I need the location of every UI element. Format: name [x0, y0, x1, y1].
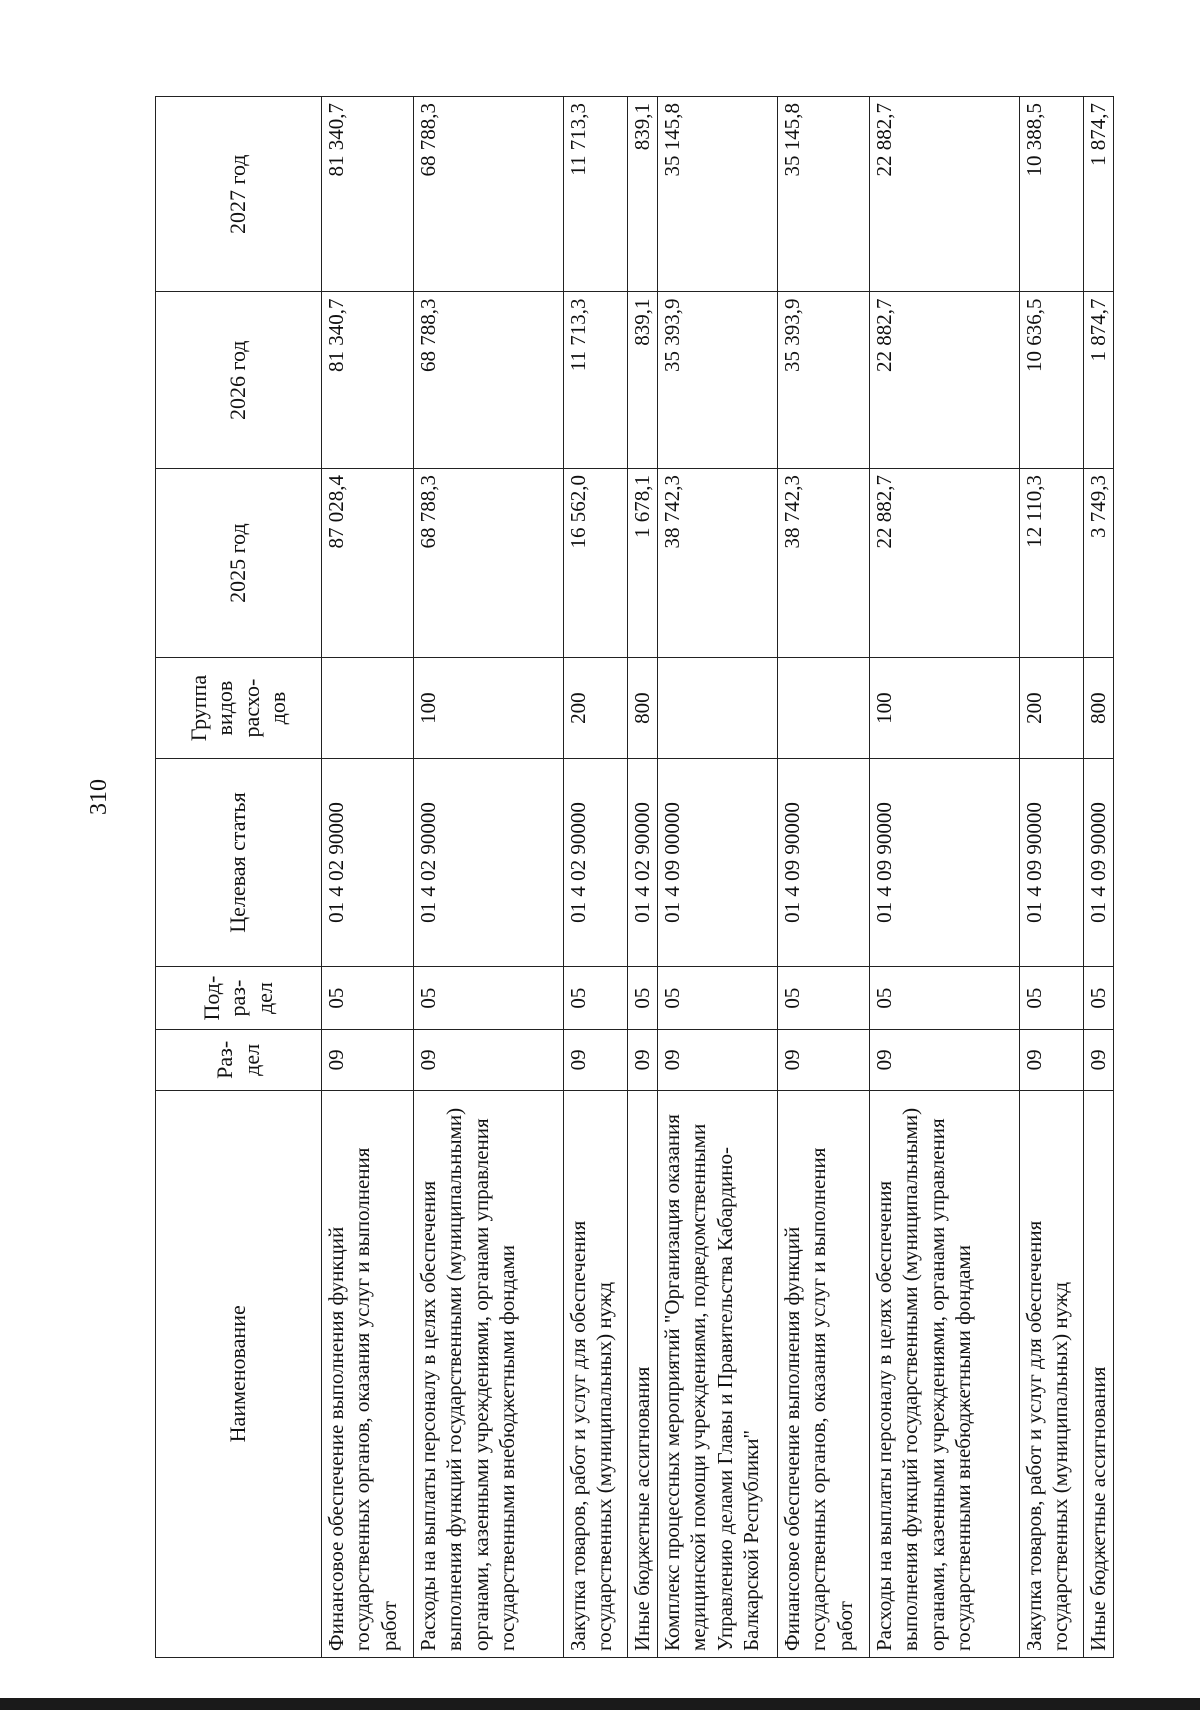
- row-target: 01 4 09 90000: [1020, 759, 1084, 967]
- row-2027: 35 145,8: [658, 97, 778, 293]
- header-name: Наименование: [156, 1090, 322, 1657]
- row-2025: 3 749,3: [1084, 469, 1114, 658]
- row-2027: 1 874,7: [1084, 97, 1114, 293]
- row-2026: 22 882,7: [870, 292, 1020, 469]
- row-2027: 35 145,8: [778, 97, 870, 293]
- row-podrazdel: 05: [564, 967, 628, 1030]
- row-name: Расходы на выплаты персоналу в целях обеспечения выполнения функций государственными (муниципальными) органами, казенными учреждениями, органами управления государственными внебюджетными фондами: [870, 1090, 1020, 1657]
- row-2027: 839,1: [628, 97, 658, 293]
- scan-edge-bar: [0, 1698, 1200, 1710]
- row-razdel: 09: [870, 1030, 1020, 1091]
- table-row: [322, 97, 414, 1658]
- row-2026: 35 393,9: [778, 292, 870, 469]
- row-razdel: 09: [1084, 1030, 1114, 1091]
- row-razdel: 09: [778, 1030, 870, 1091]
- row-2026: 81 340,7: [322, 292, 414, 469]
- budget-table: [155, 96, 1114, 1658]
- table-header-row: [156, 97, 322, 1658]
- header-2025: 2025 год: [156, 469, 322, 658]
- row-2025: 22 882,7: [870, 469, 1020, 658]
- row-target: 01 4 09 90000: [870, 759, 1020, 967]
- row-group: 200: [1020, 658, 1084, 759]
- row-group: [658, 658, 778, 759]
- row-2026: 839,1: [628, 292, 658, 469]
- row-2026: 35 393,9: [658, 292, 778, 469]
- row-group: 200: [564, 658, 628, 759]
- row-name: Закупка товаров, работ и услуг для обеспечения государственных (муниципальных) нужд: [564, 1090, 628, 1657]
- row-2026: 1 874,7: [1084, 292, 1114, 469]
- row-razdel: 09: [628, 1030, 658, 1091]
- table-row: [658, 97, 778, 1658]
- row-razdel: 09: [322, 1030, 414, 1091]
- row-target: 01 4 09 00000: [658, 759, 778, 967]
- row-podrazdel: 05: [1084, 967, 1114, 1030]
- row-name: Закупка товаров, работ и услуг для обеспечения государственных (муниципальных) нужд: [1020, 1090, 1084, 1657]
- header-podrazdel: Под-раз-дел: [156, 967, 322, 1030]
- row-podrazdel: 05: [1020, 967, 1084, 1030]
- row-podrazdel: 05: [322, 967, 414, 1030]
- row-2026: 11 713,3: [564, 292, 628, 469]
- row-2025: 87 028,4: [322, 469, 414, 658]
- row-target: 01 4 02 90000: [564, 759, 628, 967]
- row-name: Расходы на выплаты персоналу в целях обеспечения выполнения функций государственными (муниципальными) органами, казенными учреждениями, органами управления государственными внебюджетными фондами: [414, 1090, 564, 1657]
- row-2027: 68 788,3: [414, 97, 564, 293]
- row-podrazdel: 05: [414, 967, 564, 1030]
- page-number: 310: [86, 779, 112, 815]
- row-2027: 10 388,5: [1020, 97, 1084, 293]
- header-2026: 2026 год: [156, 292, 322, 469]
- row-group: 800: [628, 658, 658, 759]
- row-target: 01 4 02 90000: [414, 759, 564, 967]
- table-row: [778, 97, 870, 1658]
- table-row: [564, 97, 628, 1658]
- header-group: Группа видов расхо-дов: [156, 658, 322, 759]
- rotated-table-container: [155, 96, 1110, 1658]
- row-2027: 81 340,7: [322, 97, 414, 293]
- row-razdel: 09: [658, 1030, 778, 1091]
- row-target: 01 4 09 90000: [1084, 759, 1114, 967]
- row-group: [322, 658, 414, 759]
- row-target: 01 4 02 90000: [628, 759, 658, 967]
- row-2025: 12 110,3: [1020, 469, 1084, 658]
- row-name: Комплекс процессных мероприятий "Организация оказания медицинской помощи учреждениями, подведомственными Управлению делами Главы и Правительства Кабардино-Балкарской Республики": [658, 1090, 778, 1657]
- row-razdel: 09: [1020, 1030, 1084, 1091]
- row-name: Иные бюджетные ассигнования: [628, 1090, 658, 1657]
- table-row: [628, 97, 658, 1658]
- row-2025: 1 678,1: [628, 469, 658, 658]
- row-razdel: 09: [564, 1030, 628, 1091]
- table-row: [1084, 97, 1114, 1658]
- row-2027: 11 713,3: [564, 97, 628, 293]
- row-podrazdel: 05: [628, 967, 658, 1030]
- header-razdel: Раз-дел: [156, 1030, 322, 1091]
- row-name: Финансовое обеспечение выполнения функций государственных органов, оказания услуг и выполнения работ: [778, 1090, 870, 1657]
- row-group: [778, 658, 870, 759]
- row-podrazdel: 05: [870, 967, 1020, 1030]
- row-2025: 38 742,3: [778, 469, 870, 658]
- row-target: 01 4 02 90000: [322, 759, 414, 967]
- header-2027: 2027 год: [156, 97, 322, 293]
- row-group: 100: [870, 658, 1020, 759]
- row-group: 800: [1084, 658, 1114, 759]
- row-podrazdel: 05: [658, 967, 778, 1030]
- table-row: [414, 97, 564, 1658]
- table-row: [1020, 97, 1084, 1658]
- row-target: 01 4 09 90000: [778, 759, 870, 967]
- row-2026: 68 788,3: [414, 292, 564, 469]
- row-2025: 38 742,3: [658, 469, 778, 658]
- row-2025: 68 788,3: [414, 469, 564, 658]
- header-target: Целевая статья: [156, 759, 322, 967]
- row-razdel: 09: [414, 1030, 564, 1091]
- row-name: Иные бюджетные ассигнования: [1084, 1090, 1114, 1657]
- table-row: [870, 97, 1020, 1658]
- row-podrazdel: 05: [778, 967, 870, 1030]
- row-2025: 16 562,0: [564, 469, 628, 658]
- row-group: 100: [414, 658, 564, 759]
- row-2026: 10 636,5: [1020, 292, 1084, 469]
- row-name: Финансовое обеспечение выполнения функций государственных органов, оказания услуг и выполнения работ: [322, 1090, 414, 1657]
- row-2027: 22 882,7: [870, 97, 1020, 293]
